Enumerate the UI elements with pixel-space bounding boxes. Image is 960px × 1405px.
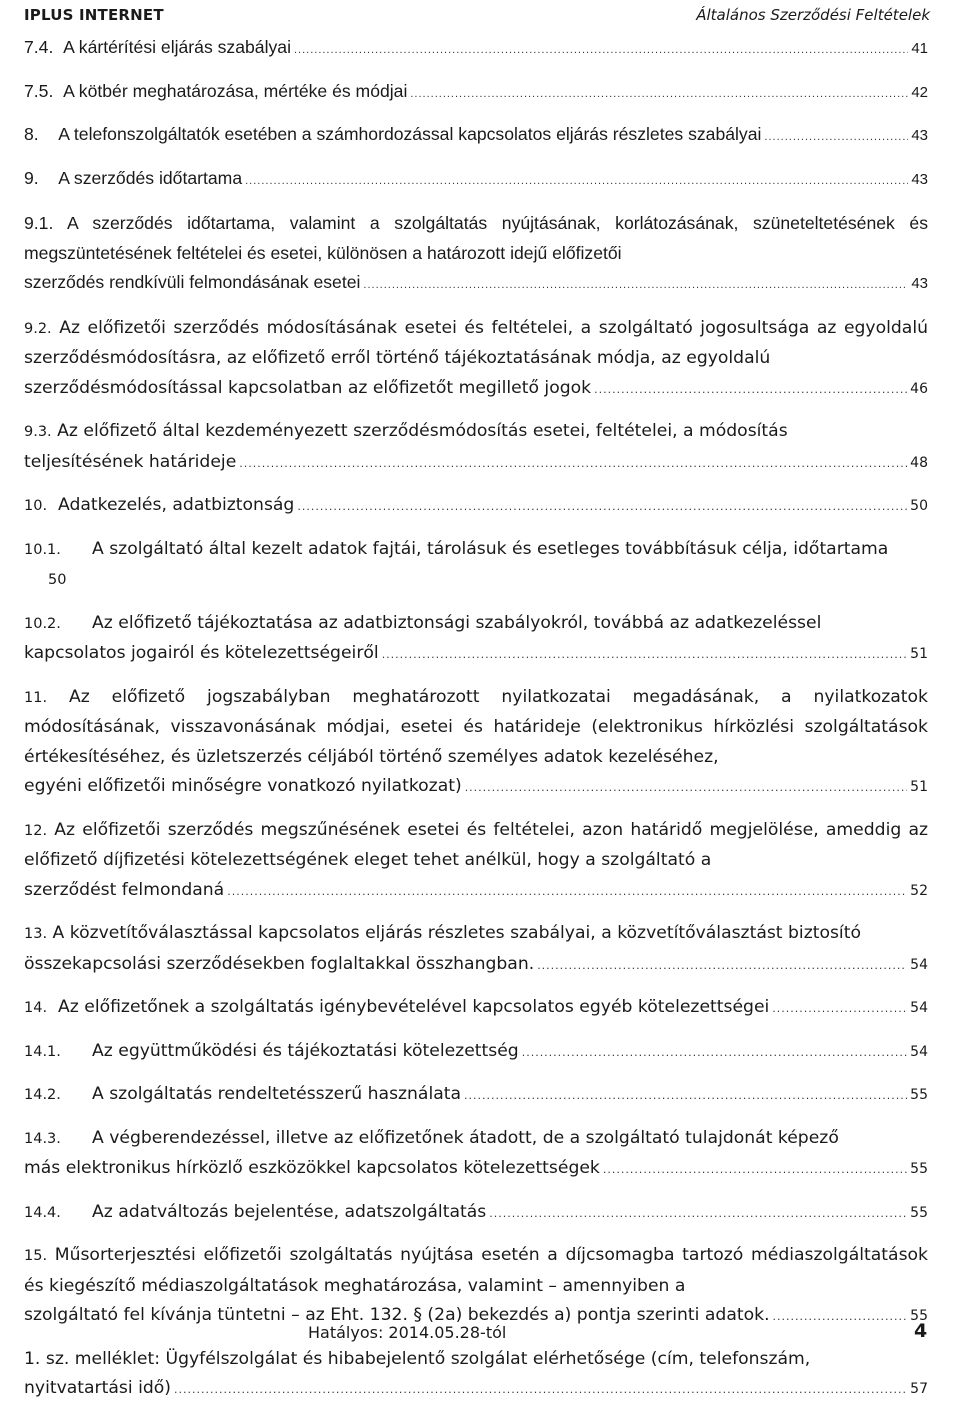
toc-page-number: 48 xyxy=(910,454,928,471)
toc-number: 9.2. xyxy=(24,320,52,337)
company-name: IPLUS INTERNET xyxy=(24,6,164,24)
toc-entry[interactable] xyxy=(24,816,928,907)
toc-page-number: 42 xyxy=(911,83,928,101)
page-footer xyxy=(0,1320,960,1347)
dot-leader xyxy=(297,492,907,522)
toc-title: Az előfizetői szerződés módosításának esetei és feltételei, a szolgáltató jogosultsága az egyoldalú szerződésmódosításra, az előfizető erről történő tájékoztatásának módja, az egyoldalú xyxy=(24,317,929,368)
dot-leader xyxy=(174,1375,907,1405)
toc-number: 14.3. xyxy=(24,1130,61,1147)
toc-number: 9.1. xyxy=(24,213,54,233)
toc-entry[interactable] xyxy=(24,993,928,1024)
toc-page-number: 50 xyxy=(910,498,928,514)
toc-page-number: 43 xyxy=(911,127,928,144)
effective-date: Hatályos: 2014.05.28-tól xyxy=(308,1323,507,1342)
toc-title: A szerződés időtartama xyxy=(58,167,243,188)
dot-leader xyxy=(594,375,907,405)
toc-title: A kártérítési eljárás szabályai xyxy=(63,37,291,57)
toc-number: 10.2. xyxy=(24,615,61,632)
toc-number: 15. xyxy=(24,1248,48,1264)
toc-page-number: 55 xyxy=(910,1087,928,1103)
toc-title-continuation: összekapcsolási szerződésekben foglaltakkal összhangban. xyxy=(24,953,535,974)
toc-entry[interactable] xyxy=(24,1124,928,1185)
toc-title: Az előfizető jogszabályban meghatározott nyilatkozatai megadásának, a nyilatkozatok módosításának, visszavonásának módjai, esetei és határideje (elektronikus hírközlési szolgáltatások értékesítéséhez, és üzletszerzés céljából történő személyes adatok kezeléséhez, xyxy=(24,686,928,767)
dot-leader xyxy=(464,1081,907,1111)
toc-title: A szolgáltatás rendeltetésszerű használata xyxy=(92,1084,462,1104)
toc-title-continuation: szerződést felmondaná xyxy=(24,879,225,900)
toc-page-number: 51 xyxy=(910,779,928,795)
toc-number: 14.1. xyxy=(24,1043,61,1060)
document-title: Általános Szerződési Feltételek xyxy=(696,6,930,24)
toc-page-number: 43 xyxy=(911,275,928,292)
toc-page-number: 54 xyxy=(910,1000,928,1016)
toc-number: 10. xyxy=(24,498,48,514)
toc-title: Az előfizetői szerződés megszűnésének esetei és feltételei, azon határidő megjelölése, ameddig az előfizető díjfizetési kötelezettségének eleget tehet anélkül, hogy a szolgáltató a xyxy=(24,819,928,870)
dot-leader xyxy=(294,36,908,66)
toc-title: Ügyfélszolgálat és hibabejelentő szolgálat elérhetősége (cím, telefonszám, xyxy=(165,1348,811,1369)
toc-title: A telefonszolgáltatók esetében a számhordozással kapcsolatos eljárás részletes szabályai xyxy=(58,124,762,144)
toc-title-continuation: más elektronikus hírközlő eszközökkel kapcsolatos kötelezettségek xyxy=(24,1158,600,1178)
dot-leader xyxy=(227,877,907,907)
dot-leader xyxy=(465,773,907,803)
toc-number: 12. xyxy=(24,822,48,839)
dot-leader xyxy=(764,123,908,153)
toc-page-number: 54 xyxy=(910,1043,928,1060)
toc-entry[interactable] xyxy=(24,209,928,301)
toc-title: Adatkezelés, adatbiztonság xyxy=(58,495,295,515)
toc-title: Műsorterjesztési előfizetői szolgáltatás nyújtása esetén a díjcsomagba tartozó médiaszolgáltatások és kiegészítő médiaszolgáltatások meghatározása, valamint – amennyiben a xyxy=(24,1245,928,1296)
toc-entry[interactable] xyxy=(24,919,928,980)
toc-number: 9. xyxy=(24,167,39,188)
dot-leader xyxy=(382,640,907,670)
table-of-contents xyxy=(24,33,928,1405)
toc-number: 7.4. xyxy=(24,37,54,57)
dot-leader xyxy=(522,1038,907,1068)
toc-title: A szerződés időtartama, valamint a szolgáltatás nyújtásának, korlátozásának, szüneteltetésének és megszüntetésének feltételei és esetei, különösen a határozott idejű előfizetői xyxy=(24,213,929,263)
toc-entry[interactable] xyxy=(24,314,928,405)
toc-number: 11. xyxy=(24,689,48,706)
dot-leader xyxy=(410,80,908,110)
dot-leader xyxy=(245,167,908,197)
toc-number: 10.1. xyxy=(24,541,61,558)
toc-page-number: 54 xyxy=(910,956,928,973)
toc-entry[interactable] xyxy=(24,1037,928,1068)
toc-entry[interactable] xyxy=(24,77,928,110)
toc-page-number: 41 xyxy=(911,40,928,57)
toc-entry[interactable] xyxy=(24,417,928,478)
toc-page-number: 55 xyxy=(910,1308,928,1324)
toc-entry[interactable] xyxy=(24,1080,928,1111)
toc-entry[interactable] xyxy=(24,491,928,522)
toc-entry[interactable] xyxy=(24,1345,928,1405)
toc-number: 14.2. xyxy=(24,1087,61,1103)
page-number: 4 xyxy=(914,1320,928,1342)
toc-number: 1. sz. melléklet: xyxy=(24,1348,161,1369)
dot-leader xyxy=(772,994,907,1024)
toc-number: 8. xyxy=(24,124,39,144)
toc-title: A közvetítőválasztással kapcsolatos eljárás részletes szabályai, a közvetítőválasztást biztosító xyxy=(52,923,861,943)
dot-leader xyxy=(603,1155,907,1185)
toc-number: 14. xyxy=(24,1000,48,1016)
toc-title: Az előfizető tájékoztatása az adatbiztonsági szabályokról, továbbá az adatkezeléssel xyxy=(92,612,822,633)
page-header xyxy=(24,6,930,28)
toc-entry[interactable] xyxy=(24,535,928,596)
toc-title-continuation: szerződésmódosítással kapcsolatban az előfizetőt megillető jogok xyxy=(24,377,592,398)
toc-title: A végberendezéssel, illetve az előfizetőnek átadott, de a szolgáltató tulajdonát képező xyxy=(92,1127,839,1148)
toc-entry[interactable] xyxy=(24,1241,928,1332)
toc-page-number: 52 xyxy=(910,882,928,899)
toc-entry[interactable] xyxy=(24,120,928,153)
toc-title: Az előfizetőnek a szolgáltatás igénybevételével kapcsolatos egyéb kötelezettségei xyxy=(58,997,770,1017)
toc-page-number: 57 xyxy=(910,1381,928,1397)
dot-leader xyxy=(363,271,908,301)
toc-page-number: 43 xyxy=(911,170,928,188)
toc-page-number: 46 xyxy=(910,380,928,397)
toc-title: Az együttműködési és tájékoztatási kötelezettség xyxy=(92,1040,519,1061)
toc-page-number: 55 xyxy=(910,1161,928,1177)
toc-title-continuation: kapcsolatos jogairól és kötelezettségeiről xyxy=(24,643,379,663)
toc-number: 14.4. xyxy=(24,1204,61,1221)
toc-title: A kötbér meghatározása, mértéke és módjai xyxy=(63,80,408,101)
toc-entry[interactable] xyxy=(24,1198,928,1229)
toc-entry[interactable] xyxy=(24,609,928,670)
toc-entry[interactable] xyxy=(24,33,928,66)
toc-number: 9.3. xyxy=(24,424,52,440)
toc-page-number: 50 xyxy=(48,572,67,588)
toc-title-continuation: szerződés rendkívüli felmondásának esetei xyxy=(24,272,361,292)
toc-page-number: 51 xyxy=(910,646,928,662)
toc-title: A szolgáltató által kezelt adatok fajtái, tárolásuk és esetleges továbbításuk célja, időtartama xyxy=(92,538,889,559)
toc-title-continuation: szolgáltató fel kívánja tüntetni – az Eht. 132. § (2a) bekezdés a) pontja szerinti adatok. xyxy=(24,1305,770,1325)
toc-number: 13. xyxy=(24,926,48,942)
toc-title-continuation: egyéni előfizetői minőségre vonatkozó nyilatkozat) xyxy=(24,776,462,796)
toc-entry[interactable] xyxy=(24,164,928,197)
toc-page-number: 55 xyxy=(910,1204,928,1221)
dot-leader xyxy=(489,1199,907,1229)
dot-leader xyxy=(239,449,907,479)
toc-entry[interactable] xyxy=(24,683,928,803)
dot-leader xyxy=(537,951,907,981)
toc-title-continuation: nyitvatartási idő) xyxy=(24,1378,171,1398)
toc-title: Az adatváltozás bejelentése, adatszolgáltatás xyxy=(92,1201,487,1222)
toc-title: Az előfizető által kezdeményezett szerződésmódosítás esetei, feltételei, a módosítás xyxy=(57,421,788,441)
toc-title-continuation: teljesítésének határideje xyxy=(24,451,237,472)
toc-number: 7.5. xyxy=(24,80,54,101)
